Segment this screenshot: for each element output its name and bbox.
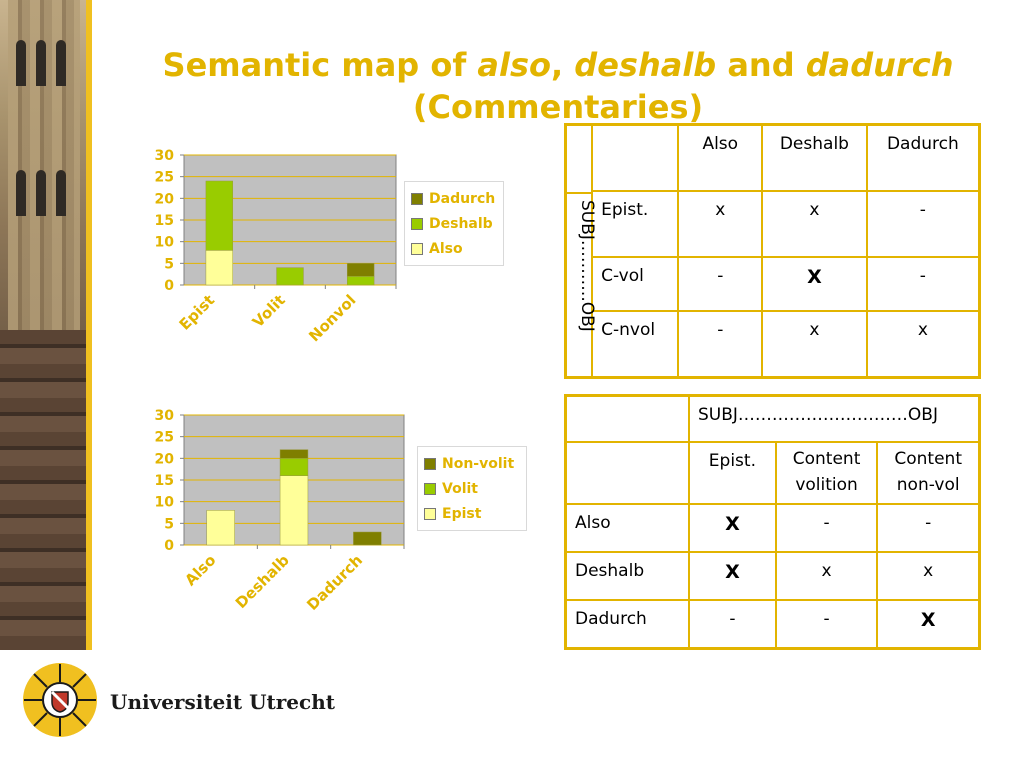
title-also: also	[477, 46, 551, 84]
y-tick-label: 30	[154, 148, 174, 164]
title-prefix: Semantic map of	[162, 46, 478, 84]
y-tick-label: 25	[154, 169, 174, 186]
table1-header-deshalb: Deshalb	[762, 125, 867, 191]
table-cell: -	[877, 504, 979, 552]
slide-title	[100, 44, 1016, 128]
legend-swatch	[411, 218, 423, 230]
table-readings-by-connective	[564, 123, 981, 379]
chart-by-reading-legend	[404, 181, 504, 266]
table-cell: x	[877, 552, 979, 600]
table-cell: -	[867, 257, 980, 311]
y-tick-label: 20	[154, 191, 174, 208]
y-tick-label: 30	[154, 408, 174, 424]
tower-window	[36, 170, 46, 216]
tower-window	[16, 170, 26, 216]
x-tick-label: Also	[181, 551, 220, 590]
table-cell: -	[678, 257, 762, 311]
gold-divider-bar	[86, 0, 92, 650]
table-cell: X	[689, 552, 776, 600]
chart-by-reading	[140, 140, 410, 370]
legend-label: Non-volit	[442, 455, 515, 472]
y-tick-label: 10	[154, 494, 174, 511]
table2-corner	[566, 396, 690, 442]
table-cell: -	[776, 600, 878, 648]
table-cell: x	[762, 311, 867, 377]
row-label: C-vol	[592, 257, 678, 311]
chart-by-connective	[140, 400, 420, 630]
table2-header-epist: Epist.	[689, 442, 776, 504]
bar-segment-non-volit	[280, 450, 308, 459]
bar-segment-also	[206, 250, 233, 285]
row-label: Dadurch	[566, 600, 690, 648]
x-tick-label: Deshalb	[231, 551, 293, 613]
x-tick-label: Volit	[248, 291, 289, 332]
legend-item	[411, 236, 497, 261]
legend-label: Deshalb	[429, 215, 493, 232]
legend-swatch	[424, 458, 436, 470]
table-cell: X	[762, 257, 867, 311]
bar-segment-epist	[280, 476, 308, 545]
legend-label: Dadurch	[429, 190, 496, 207]
table-cell: x	[867, 311, 980, 377]
row-label: Also	[566, 504, 690, 552]
table2-header-content-volition: Content volition	[776, 442, 878, 504]
subj-obj-span-header: SUBJ…………………………OBJ	[689, 396, 979, 442]
row-label: Deshalb	[566, 552, 690, 600]
legend-item	[424, 501, 520, 526]
y-tick-label: 20	[154, 451, 174, 468]
chart-by-reading-svg	[140, 140, 410, 370]
x-tick-label: Epist	[175, 291, 219, 334]
legend-item	[424, 451, 520, 476]
table-cell: -	[776, 504, 878, 552]
legend-swatch	[411, 193, 423, 205]
tower-window	[16, 40, 26, 86]
legend-item	[411, 211, 497, 236]
row-label: C-nvol	[592, 311, 678, 377]
table-connectives-by-reading	[564, 394, 981, 650]
legend-label: Epist	[442, 505, 482, 522]
legend-swatch	[411, 243, 423, 255]
legend-label: Also	[429, 240, 463, 257]
legend-swatch	[424, 508, 436, 520]
tower-window	[36, 40, 46, 86]
legend-swatch	[424, 483, 436, 495]
table-cell: x	[678, 191, 762, 257]
chart-by-connective-svg	[140, 400, 420, 630]
subj-obj-vertical-label: SUBJ………..OBJ	[577, 200, 597, 332]
title-and: and	[716, 46, 806, 84]
canal-houses	[0, 330, 92, 650]
bar-segment-volit	[280, 458, 308, 475]
title-deshalb: deshalb	[574, 46, 717, 84]
table-cell: -	[689, 600, 776, 648]
title-dadurch: dadurch	[805, 46, 954, 84]
y-tick-label: 15	[154, 473, 174, 489]
table-row	[566, 311, 980, 377]
table-row	[566, 191, 980, 257]
table-row	[566, 552, 980, 600]
legend-label: Volit	[442, 480, 478, 497]
table2-row-header-blank	[566, 442, 690, 504]
bar-segment-epist	[207, 510, 235, 545]
table-row	[566, 504, 980, 552]
y-tick-label: 5	[164, 256, 174, 273]
bar-segment-dadurch	[347, 263, 374, 276]
table-cell: X	[689, 504, 776, 552]
table-row	[566, 257, 980, 311]
bar-segment-deshalb	[206, 181, 233, 250]
y-tick-label: 5	[164, 516, 174, 533]
table-cell: -	[678, 311, 762, 377]
tower-window	[56, 170, 66, 216]
university-seal-logo	[22, 662, 98, 738]
x-tick-label: Nonvol	[305, 291, 360, 346]
legend-item	[424, 476, 520, 501]
bar-segment-deshalb	[347, 276, 374, 285]
table1-header-also: Also	[678, 125, 762, 191]
title-comma: ,	[550, 46, 575, 84]
y-tick-label: 25	[154, 429, 174, 446]
table1-corner	[592, 125, 678, 191]
table-cell: X	[877, 600, 979, 648]
table2-header-content-non-vol: Content non-vol	[877, 442, 979, 504]
bar-segment-non-volit	[353, 532, 381, 545]
table-cell: -	[867, 191, 980, 257]
university-name: Universiteit Utrecht	[110, 690, 335, 714]
side-label-cell	[566, 125, 597, 378]
y-tick-label: 15	[154, 213, 174, 229]
table1-header-dadurch: Dadurch	[867, 125, 980, 191]
title-subtitle: (Commentaries)	[412, 88, 704, 126]
tower-window	[56, 40, 66, 86]
table-cell: x	[776, 552, 878, 600]
bar-segment-deshalb	[277, 268, 304, 285]
x-tick-label: Dadurch	[303, 551, 367, 615]
y-tick-label: 0	[164, 278, 174, 294]
y-tick-label: 10	[154, 234, 174, 251]
row-label: Epist.	[592, 191, 678, 257]
table-row	[566, 600, 980, 648]
legend-item	[411, 186, 497, 211]
campus-photo	[0, 0, 92, 650]
chart-by-connective-legend	[417, 446, 527, 531]
table-cell: x	[762, 191, 867, 257]
y-tick-label: 0	[164, 538, 174, 554]
